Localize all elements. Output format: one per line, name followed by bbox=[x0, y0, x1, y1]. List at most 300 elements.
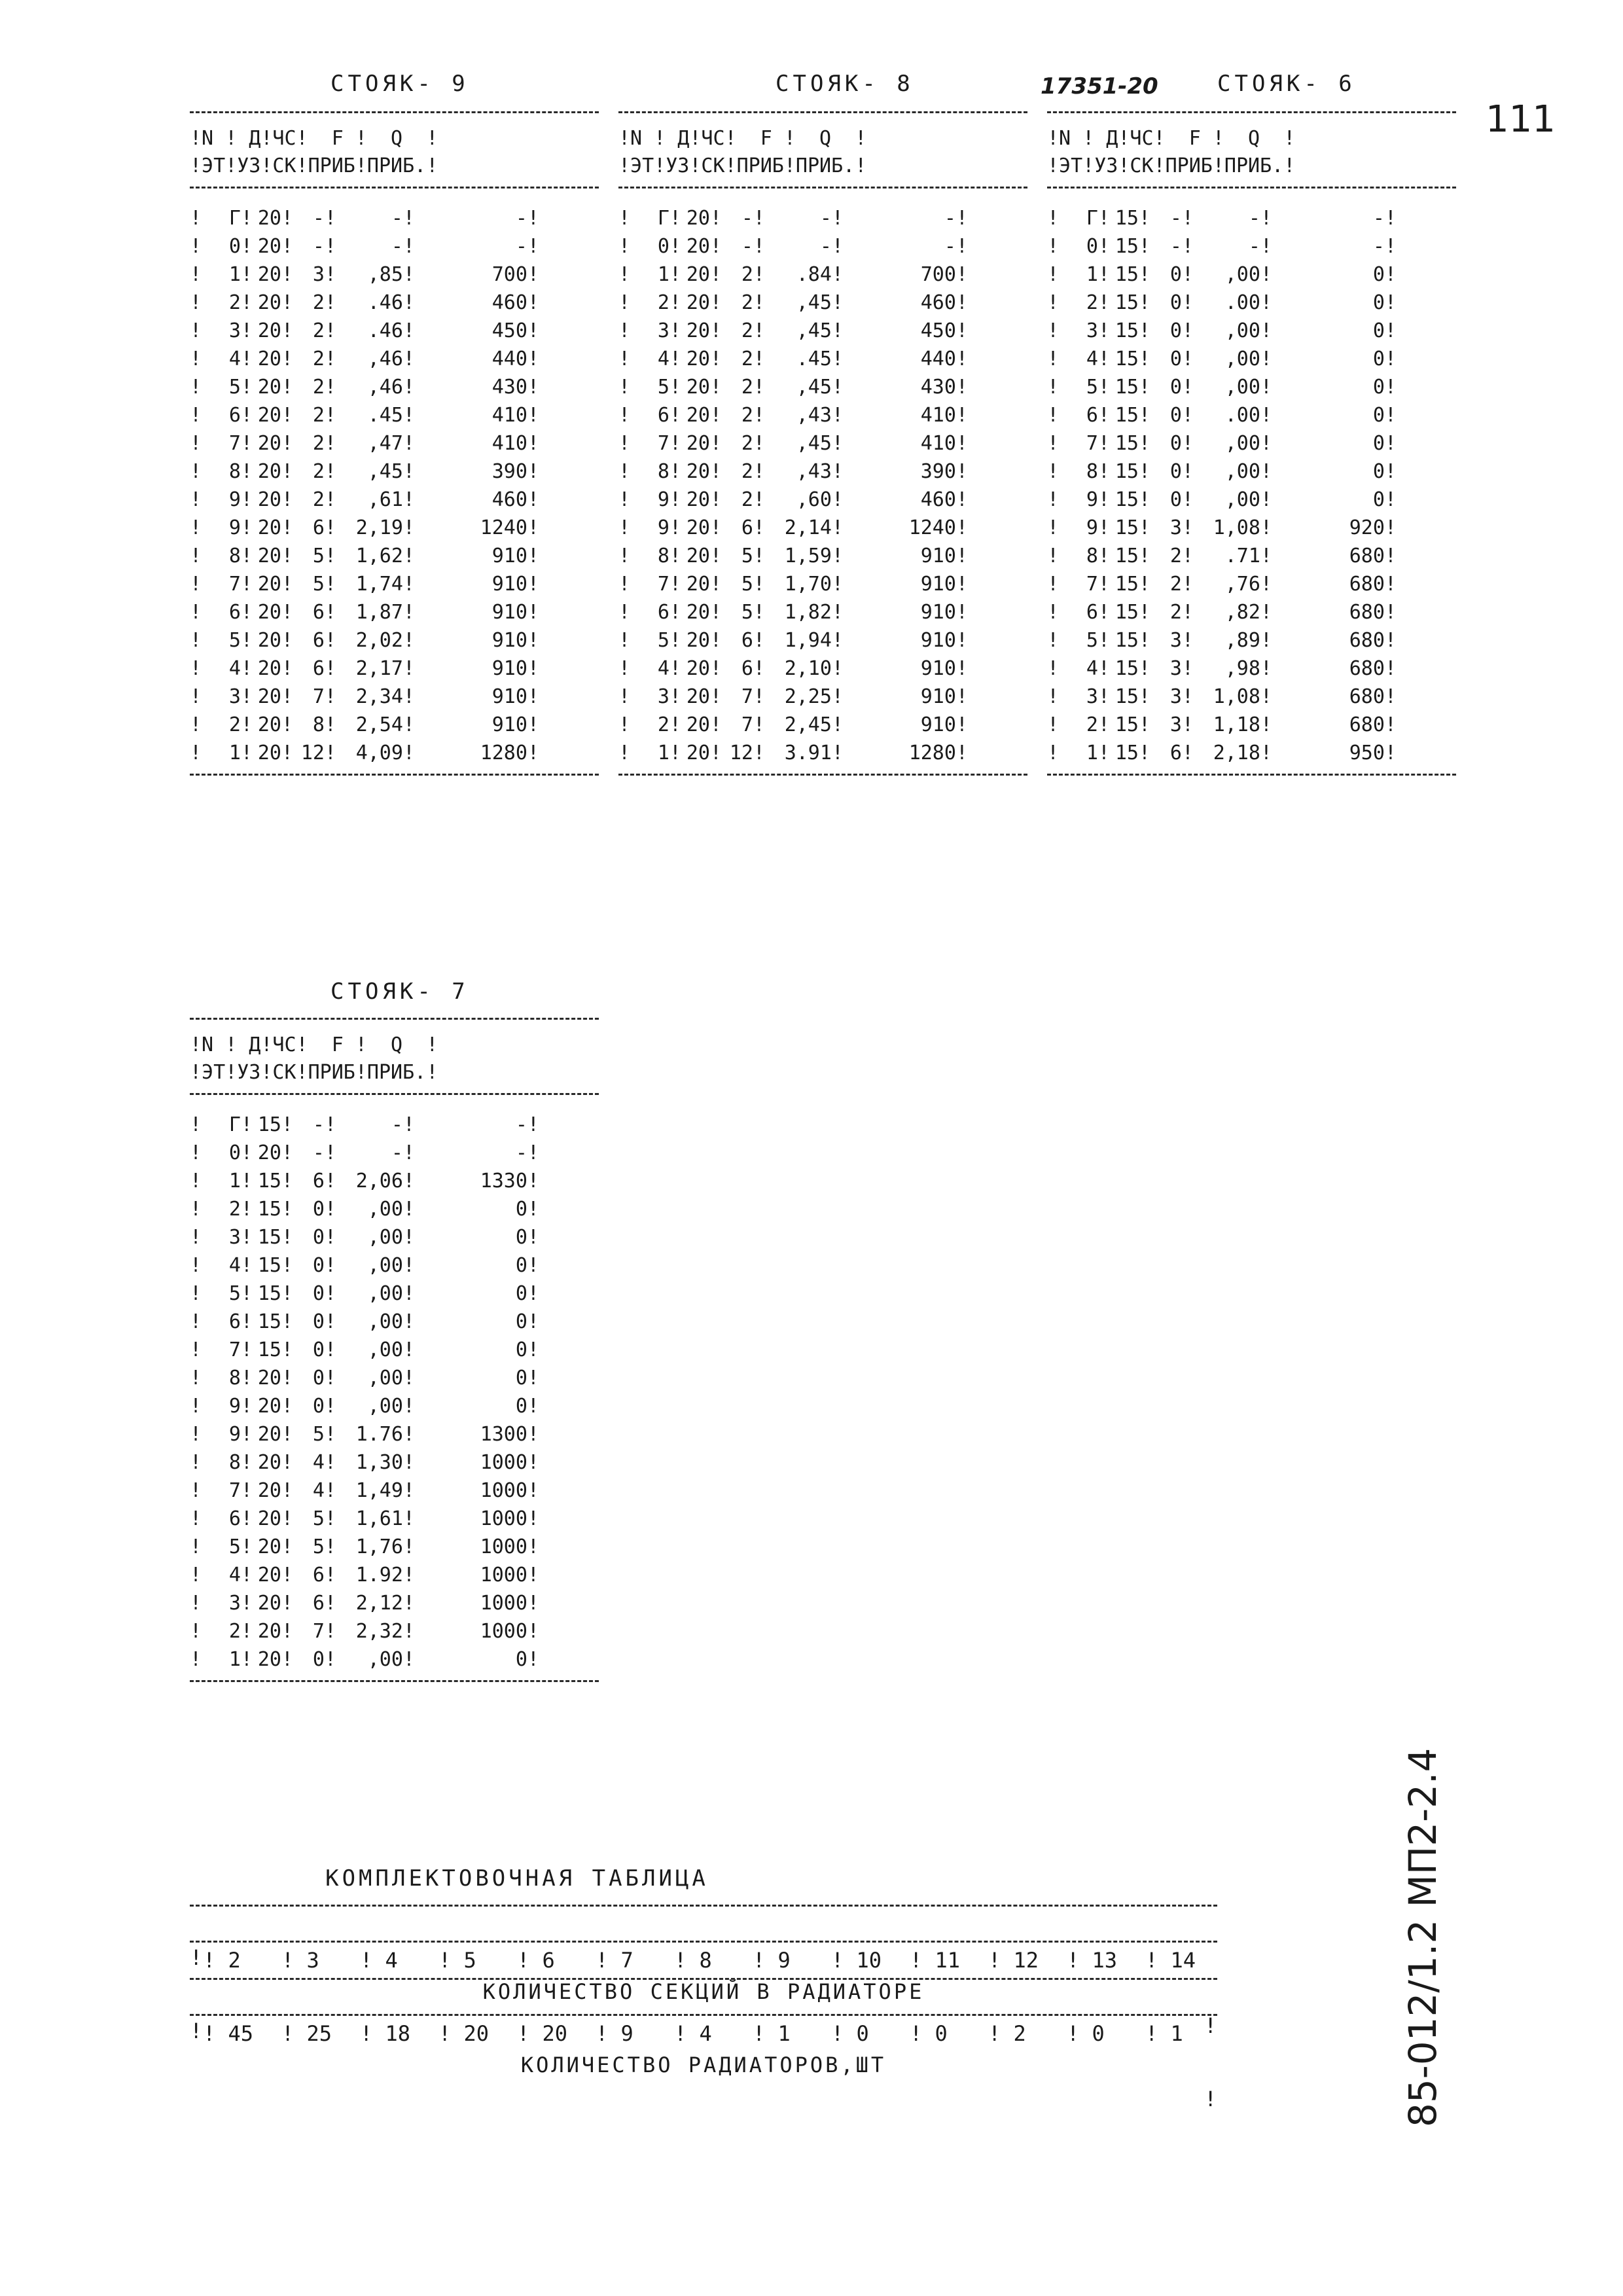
cell-diameter: 15! bbox=[1115, 235, 1150, 258]
cell-diameter: 20! bbox=[686, 742, 722, 764]
table-row bbox=[190, 1223, 599, 1251]
cell-heat: -! bbox=[515, 207, 539, 230]
table-row bbox=[190, 345, 599, 373]
cell-sections: 2! bbox=[312, 404, 336, 427]
table-row bbox=[190, 683, 599, 711]
cell-floor: 1! bbox=[657, 742, 681, 764]
cell-sections: 6! bbox=[312, 1564, 336, 1587]
section-count-cell: ! 9 bbox=[753, 1948, 791, 1973]
cell-floor: 7! bbox=[228, 432, 253, 455]
cell-diameter: 20! bbox=[257, 488, 293, 511]
cell-area: 2,34! bbox=[355, 685, 415, 708]
cell-diameter: 20! bbox=[257, 1592, 293, 1615]
table-row bbox=[190, 1589, 599, 1617]
cell-heat: 0! bbox=[515, 1395, 539, 1418]
radiator-count-cell: ! 45 bbox=[203, 2021, 254, 2046]
cell-floor: 9! bbox=[657, 516, 681, 539]
row-bang: ! bbox=[190, 1310, 202, 1333]
cell-floor: 7! bbox=[228, 573, 253, 596]
cell-heat: 680! bbox=[1349, 601, 1397, 624]
cell-area: -! bbox=[819, 235, 844, 258]
table-row bbox=[190, 711, 599, 739]
cell-sections: 5! bbox=[312, 573, 336, 596]
cell-diameter: 20! bbox=[257, 1535, 293, 1558]
table-row bbox=[190, 1617, 599, 1645]
cell-area: ,00! bbox=[367, 1282, 415, 1305]
riser-table-8 bbox=[618, 111, 1027, 776]
cell-floor: 6! bbox=[228, 601, 253, 624]
table-row bbox=[618, 345, 1027, 373]
cell-floor: 7! bbox=[228, 1479, 253, 1502]
table-row bbox=[190, 429, 599, 457]
radiator-count-cell: ! 20 bbox=[438, 2021, 490, 2046]
cell-heat: 1000! bbox=[480, 1592, 539, 1615]
cell-floor: 5! bbox=[228, 1535, 253, 1558]
row-bang: ! bbox=[618, 516, 631, 539]
cell-floor: Г! bbox=[228, 1113, 253, 1136]
cell-floor: 3! bbox=[1086, 685, 1110, 708]
cell-heat: 1000! bbox=[480, 1564, 539, 1587]
cell-diameter: 20! bbox=[257, 516, 293, 539]
row-bang: ! bbox=[190, 629, 202, 652]
row-bang: ! bbox=[190, 1620, 202, 1643]
cell-diameter: 20! bbox=[686, 685, 722, 708]
cell-area: ,00! bbox=[367, 1367, 415, 1390]
cell-diameter: 20! bbox=[257, 263, 293, 286]
table-title-riser-9: СТОЯК- 9 bbox=[330, 71, 469, 97]
cell-sections: 2! bbox=[741, 348, 765, 370]
cell-area: ,61! bbox=[367, 488, 415, 511]
cell-diameter: 20! bbox=[257, 573, 293, 596]
cell-area: ,00! bbox=[1224, 376, 1272, 399]
cell-diameter: 20! bbox=[257, 1620, 293, 1643]
cell-area: ,45! bbox=[796, 291, 844, 314]
cell-area: ,46! bbox=[367, 348, 415, 370]
cell-floor: 0! bbox=[228, 1141, 253, 1164]
cell-area: -! bbox=[391, 207, 415, 230]
cell-heat: 1280! bbox=[908, 742, 968, 764]
cell-sections: 2! bbox=[312, 319, 336, 342]
radiator-count-cell: ! 4 bbox=[674, 2021, 712, 2046]
table-row bbox=[618, 683, 1027, 711]
cell-floor: 8! bbox=[1086, 460, 1110, 483]
cell-floor: Г! bbox=[228, 207, 253, 230]
cell-sections: 5! bbox=[312, 1535, 336, 1558]
cell-heat: 1240! bbox=[908, 516, 968, 539]
table-header bbox=[190, 1031, 599, 1086]
section-count-cell: ! 3 bbox=[281, 1948, 319, 1973]
row-bang: ! bbox=[190, 404, 202, 427]
cell-area: .46! bbox=[367, 319, 415, 342]
cell-area: ,45! bbox=[796, 432, 844, 455]
cell-sections: 6! bbox=[312, 629, 336, 652]
cell-sections: 2! bbox=[312, 348, 336, 370]
cell-area: 2,02! bbox=[355, 629, 415, 652]
cell-diameter: 20! bbox=[257, 319, 293, 342]
cell-diameter: 15! bbox=[257, 1254, 293, 1277]
cell-sections: 4! bbox=[312, 1451, 336, 1474]
cell-area: 1,30! bbox=[355, 1451, 415, 1474]
cell-area: .00! bbox=[1224, 291, 1272, 314]
cell-heat: 910! bbox=[491, 629, 539, 652]
cell-area: ,00! bbox=[1224, 488, 1272, 511]
row-bang: ! bbox=[190, 1592, 202, 1615]
sections-label: КОЛИЧЕСТВО СЕКЦИЙ В РАДИАТОРЕ bbox=[482, 1979, 925, 2004]
cell-floor: 5! bbox=[1086, 376, 1110, 399]
cell-sections: 0! bbox=[312, 1310, 336, 1333]
cell-area: ,98! bbox=[1224, 657, 1272, 680]
cell-area: .46! bbox=[367, 291, 415, 314]
cell-heat: 0! bbox=[515, 1282, 539, 1305]
cell-sections: 8! bbox=[312, 713, 336, 736]
cell-area: ,00! bbox=[1224, 319, 1272, 342]
cell-heat: 0! bbox=[1372, 376, 1397, 399]
cell-sections: 2! bbox=[1169, 573, 1194, 596]
table-row bbox=[190, 739, 599, 767]
row-bang: ! bbox=[190, 713, 202, 736]
row-bang: ! bbox=[618, 376, 631, 399]
cell-area: ,00! bbox=[367, 1198, 415, 1221]
cell-sections: 2! bbox=[1169, 545, 1194, 567]
cell-heat: 0! bbox=[515, 1226, 539, 1249]
table-rule-mid bbox=[1047, 187, 1456, 188]
cell-diameter: 15! bbox=[1115, 657, 1150, 680]
cell-sections: 6! bbox=[312, 516, 336, 539]
cell-diameter: 15! bbox=[1115, 263, 1150, 286]
cell-area: 2,32! bbox=[355, 1620, 415, 1643]
cell-sections: 3! bbox=[1169, 516, 1194, 539]
cell-floor: 7! bbox=[228, 1338, 253, 1361]
cell-heat: 680! bbox=[1349, 629, 1397, 652]
row-bang: ! bbox=[1047, 432, 1060, 455]
table-rule-bottom bbox=[618, 774, 1027, 776]
row-bang: ! bbox=[618, 545, 631, 567]
cell-area: 1,76! bbox=[355, 1535, 415, 1558]
row-bang: ! bbox=[190, 291, 202, 314]
row-bang: ! bbox=[190, 1423, 202, 1446]
cell-diameter: 20! bbox=[686, 657, 722, 680]
table-row bbox=[190, 626, 599, 655]
radiator-count-cell: ! 0 bbox=[910, 2021, 948, 2046]
cell-sections: 2! bbox=[741, 460, 765, 483]
cell-sections: 6! bbox=[741, 657, 765, 680]
cell-sections: 6! bbox=[1169, 742, 1194, 764]
table-rule-bottom bbox=[1047, 774, 1456, 776]
table-row bbox=[1047, 655, 1456, 683]
cell-heat: 910! bbox=[920, 685, 968, 708]
cell-heat: 680! bbox=[1349, 685, 1397, 708]
cell-floor: 9! bbox=[1086, 488, 1110, 511]
table-header bbox=[1047, 125, 1456, 180]
cell-floor: Г! bbox=[657, 207, 681, 230]
table-row bbox=[618, 401, 1027, 429]
cell-sections: 0! bbox=[1169, 432, 1194, 455]
radiators-label: КОЛИЧЕСТВО РАДИАТОРОВ,ШТ bbox=[520, 2053, 887, 2077]
row-bang: ! bbox=[190, 1282, 202, 1305]
row-bang: ! bbox=[190, 376, 202, 399]
cell-diameter: 15! bbox=[257, 1310, 293, 1333]
table-row bbox=[190, 457, 599, 486]
row-bang: ! bbox=[190, 348, 202, 370]
table-title-riser-8: СТОЯК- 8 bbox=[776, 71, 914, 97]
cell-heat: 0! bbox=[1372, 263, 1397, 286]
cell-sections: 3! bbox=[1169, 685, 1194, 708]
cell-floor: 6! bbox=[228, 404, 253, 427]
table-header bbox=[618, 125, 1027, 180]
cell-sections: -! bbox=[1169, 235, 1194, 258]
cell-sections: 6! bbox=[312, 1592, 336, 1615]
cell-floor: 8! bbox=[228, 545, 253, 567]
cell-area: ,00! bbox=[367, 1648, 415, 1671]
cell-floor: 3! bbox=[228, 1592, 253, 1615]
cell-area: ,00! bbox=[1224, 263, 1272, 286]
table-row bbox=[190, 260, 599, 289]
cell-heat: 0! bbox=[1372, 291, 1397, 314]
table-row bbox=[190, 1561, 599, 1589]
cell-diameter: 20! bbox=[257, 657, 293, 680]
cell-floor: 9! bbox=[1086, 516, 1110, 539]
cell-floor: 1! bbox=[228, 742, 253, 764]
cell-floor: 7! bbox=[657, 432, 681, 455]
cell-floor: 7! bbox=[1086, 573, 1110, 596]
cell-sections: -! bbox=[1169, 207, 1194, 230]
cell-floor: 3! bbox=[228, 685, 253, 708]
cell-sections: 3! bbox=[1169, 713, 1194, 736]
cell-area: ,45! bbox=[796, 376, 844, 399]
riser-table-6 bbox=[1047, 111, 1456, 776]
cell-sections: 2! bbox=[741, 432, 765, 455]
cell-sections: 6! bbox=[741, 629, 765, 652]
cell-sections: 6! bbox=[312, 601, 336, 624]
cell-floor: 8! bbox=[228, 1367, 253, 1390]
radiator-count-cell: ! 0 bbox=[831, 2021, 869, 2046]
table-row bbox=[1047, 683, 1456, 711]
row-bang: ! bbox=[190, 1395, 202, 1418]
cell-sections: 2! bbox=[312, 432, 336, 455]
riser-table-9 bbox=[190, 111, 599, 776]
cell-sections: 0! bbox=[1169, 319, 1194, 342]
cell-heat: 0! bbox=[515, 1310, 539, 1333]
row-bang: ! bbox=[190, 1254, 202, 1277]
cell-area: ,82! bbox=[1224, 601, 1272, 624]
cell-heat: 1330! bbox=[480, 1170, 539, 1193]
cell-heat: 0! bbox=[515, 1367, 539, 1390]
row-bang: ! bbox=[1047, 291, 1060, 314]
cell-floor: 3! bbox=[657, 685, 681, 708]
cell-sections: 0! bbox=[312, 1338, 336, 1361]
cell-floor: 5! bbox=[228, 1282, 253, 1305]
cell-sections: 0! bbox=[1169, 376, 1194, 399]
cell-sections: 0! bbox=[312, 1282, 336, 1305]
cell-diameter: 20! bbox=[257, 348, 293, 370]
radiator-count-cell: ! 2 bbox=[988, 2021, 1026, 2046]
cell-diameter: 15! bbox=[257, 1338, 293, 1361]
table-row bbox=[190, 373, 599, 401]
table-row bbox=[190, 570, 599, 598]
cell-area: -! bbox=[391, 1141, 415, 1164]
table-rule-mid bbox=[190, 1093, 599, 1095]
cell-floor: 0! bbox=[657, 235, 681, 258]
cell-heat: 910! bbox=[491, 545, 539, 567]
section-count-cell: ! 10 bbox=[831, 1948, 882, 1973]
sections-label-row: ! КОЛИЧЕСТВО СЕКЦИЙ В РАДИАТОРЕ ! bbox=[190, 1945, 1220, 2038]
cell-sections: 5! bbox=[741, 573, 765, 596]
table-title-riser-6: СТОЯК- 6 bbox=[1217, 71, 1356, 97]
cell-diameter: 20! bbox=[686, 629, 722, 652]
cell-heat: -! bbox=[515, 235, 539, 258]
cell-heat: 0! bbox=[1372, 319, 1397, 342]
cell-sections: 5! bbox=[741, 545, 765, 567]
cell-heat: -! bbox=[944, 235, 968, 258]
cell-area: 1,82! bbox=[784, 601, 844, 624]
cell-diameter: 20! bbox=[257, 376, 293, 399]
cell-area: 2,14! bbox=[784, 516, 844, 539]
cell-heat: 910! bbox=[491, 657, 539, 680]
cell-diameter: 20! bbox=[686, 319, 722, 342]
table-row bbox=[1047, 204, 1456, 232]
row-bang: ! bbox=[1047, 460, 1060, 483]
table-row bbox=[618, 204, 1027, 232]
cell-floor: 8! bbox=[657, 545, 681, 567]
row-bang: ! bbox=[190, 545, 202, 567]
cell-floor: 1! bbox=[1086, 263, 1110, 286]
table-row bbox=[1047, 289, 1456, 317]
row-bang: ! bbox=[618, 488, 631, 511]
cell-sections: 3! bbox=[1169, 657, 1194, 680]
cell-sections: 2! bbox=[312, 488, 336, 511]
cell-diameter: 20! bbox=[686, 488, 722, 511]
row-bang: ! bbox=[1047, 404, 1060, 427]
stamp-number: 17351-20 bbox=[1041, 73, 1158, 99]
table-header-line-2: !ЭТ!УЗ!СК!ПРИБ!ПРИБ.! bbox=[1047, 154, 1296, 177]
cell-floor: 3! bbox=[228, 1226, 253, 1249]
table-row bbox=[618, 373, 1027, 401]
cell-floor: 1! bbox=[657, 263, 681, 286]
cell-heat: 410! bbox=[491, 432, 539, 455]
table-header-line-1: !N ! Д!ЧС! F ! Q ! bbox=[190, 127, 438, 150]
cell-diameter: 15! bbox=[257, 1226, 293, 1249]
row-bang: ! bbox=[618, 685, 631, 708]
cell-floor: 8! bbox=[228, 1451, 253, 1474]
cell-floor: 4! bbox=[1086, 657, 1110, 680]
cell-floor: 0! bbox=[228, 235, 253, 258]
table-row bbox=[190, 1308, 599, 1336]
cell-area: 1,59! bbox=[784, 545, 844, 567]
cell-area: ,46! bbox=[367, 376, 415, 399]
cell-heat: 460! bbox=[920, 291, 968, 314]
cell-area: ,00! bbox=[367, 1338, 415, 1361]
cell-heat: 910! bbox=[491, 713, 539, 736]
cell-heat: -! bbox=[944, 207, 968, 230]
table-row bbox=[618, 457, 1027, 486]
table-row bbox=[190, 1505, 599, 1533]
cell-floor: 7! bbox=[1086, 432, 1110, 455]
cell-floor: Г! bbox=[1086, 207, 1110, 230]
table-header-line-1: !N ! Д!ЧС! F ! Q ! bbox=[190, 1033, 438, 1056]
cell-diameter: 20! bbox=[257, 1141, 293, 1164]
cell-diameter: 20! bbox=[686, 263, 722, 286]
cell-area: 1.92! bbox=[355, 1564, 415, 1587]
table-row bbox=[618, 739, 1027, 767]
cell-area: .45! bbox=[796, 348, 844, 370]
cell-sections: 0! bbox=[312, 1226, 336, 1249]
cell-diameter: 15! bbox=[1115, 742, 1150, 764]
cell-heat: 1240! bbox=[480, 516, 539, 539]
section-count-cell: ! 11 bbox=[910, 1948, 961, 1973]
cell-floor: 4! bbox=[1086, 348, 1110, 370]
cell-floor: 1! bbox=[1086, 742, 1110, 764]
cell-heat: 0! bbox=[1372, 488, 1397, 511]
cell-heat: 450! bbox=[920, 319, 968, 342]
cell-floor: 1! bbox=[228, 1170, 253, 1193]
cell-diameter: 20! bbox=[686, 573, 722, 596]
cell-diameter: 20! bbox=[257, 742, 293, 764]
row-bang: ! bbox=[618, 629, 631, 652]
cell-floor: 3! bbox=[657, 319, 681, 342]
table-rule-top bbox=[618, 111, 1027, 113]
table-header bbox=[190, 125, 599, 180]
row-bang: ! bbox=[190, 1535, 202, 1558]
cell-area: -! bbox=[391, 235, 415, 258]
row-bang: ! bbox=[618, 432, 631, 455]
radiators-label-row: ! КОЛИЧЕСТВО РАДИАТОРОВ,ШТ ! bbox=[190, 2018, 1220, 2111]
cell-sections: 2! bbox=[312, 376, 336, 399]
cell-area: 1.76! bbox=[355, 1423, 415, 1446]
cell-sections: 12! bbox=[300, 742, 336, 764]
row-bang: ! bbox=[190, 601, 202, 624]
row-bang: ! bbox=[1047, 319, 1060, 342]
table-row bbox=[190, 401, 599, 429]
row-bang: ! bbox=[1047, 573, 1060, 596]
table-row bbox=[1047, 486, 1456, 514]
cell-heat: 1300! bbox=[480, 1423, 539, 1446]
row-bang: ! bbox=[190, 1113, 202, 1136]
row-bang: ! bbox=[618, 460, 631, 483]
cell-floor: 3! bbox=[228, 319, 253, 342]
row-bang: ! bbox=[1047, 488, 1060, 511]
row-bang: ! bbox=[190, 207, 202, 230]
table-row bbox=[618, 598, 1027, 626]
cell-diameter: 15! bbox=[1115, 601, 1150, 624]
row-bang: ! bbox=[190, 1564, 202, 1587]
cell-area: -! bbox=[819, 207, 844, 230]
cell-heat: 0! bbox=[515, 1648, 539, 1671]
cell-sections: 0! bbox=[1169, 404, 1194, 427]
cell-diameter: 20! bbox=[257, 1451, 293, 1474]
kit-table bbox=[190, 1865, 1224, 2111]
cell-sections: 5! bbox=[741, 601, 765, 624]
cell-floor: 6! bbox=[657, 601, 681, 624]
cell-sections: 7! bbox=[741, 685, 765, 708]
cell-heat: 680! bbox=[1349, 573, 1397, 596]
row-bang: ! bbox=[1047, 263, 1060, 286]
cell-floor: 6! bbox=[1086, 404, 1110, 427]
cell-heat: 0! bbox=[515, 1338, 539, 1361]
row-bang: ! bbox=[618, 404, 631, 427]
cell-sections: 0! bbox=[312, 1254, 336, 1277]
cell-area: 2,12! bbox=[355, 1592, 415, 1615]
cell-sections: -! bbox=[312, 235, 336, 258]
table-row bbox=[1047, 711, 1456, 739]
cell-diameter: 20! bbox=[686, 460, 722, 483]
cell-sections: 5! bbox=[312, 545, 336, 567]
cell-diameter: 15! bbox=[1115, 432, 1150, 455]
cell-sections: 0! bbox=[1169, 460, 1194, 483]
table-row bbox=[190, 1420, 599, 1448]
table-header-line-2: !ЭТ!УЗ!СК!ПРИБ!ПРИБ.! bbox=[190, 1061, 438, 1084]
cell-heat: -! bbox=[1372, 207, 1397, 230]
cell-diameter: 15! bbox=[1115, 319, 1150, 342]
